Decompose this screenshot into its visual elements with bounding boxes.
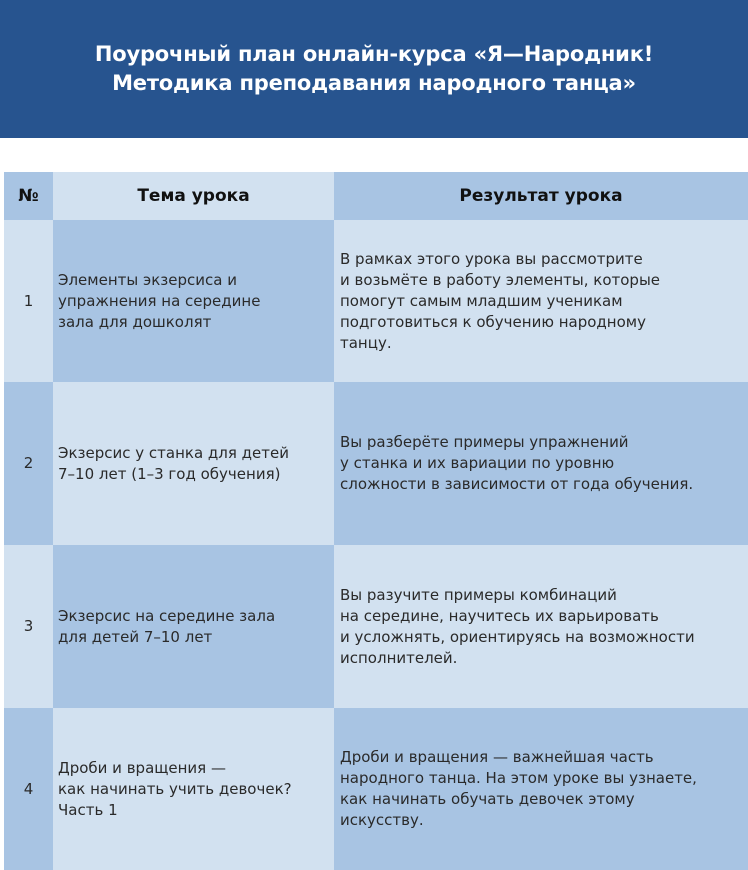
lesson-number: 4 [4,708,53,870]
lesson-result: Вы разберёте примеры упражнений у станка и их вариации по уровню сложности в зависимости от года обучения. [334,382,748,545]
table-row [4,708,748,870]
lesson-topic: Элементы экзерсиса и упражнения на середине зала для дошколят [53,220,334,382]
page-title: Поурочный план онлайн-курса «Я—Народник! Методика преподавания народного танца» [94,42,654,95]
table-row [4,220,748,382]
lesson-number: 3 [4,545,53,708]
lesson-result: Дроби и вращения — важнейшая часть народного танца. На этом уроке вы узнаете, как начинать обучать девочек этому искусству. [334,708,748,870]
table-row [4,382,748,545]
column-header-result: Результат урока [334,172,748,220]
lesson-result: Вы разучите примеры комбинаций на середине, научитесь их варьировать и усложнять, ориентируясь на возможности исполнителей. [334,545,748,708]
lesson-topic: Дроби и вращения — как начинать учить девочек? Часть 1 [53,708,334,870]
lesson-number: 2 [4,382,53,545]
lesson-topic: Экзерсис на середине зала для детей 7–10 лет [53,545,334,708]
lesson-topic: Экзерсис у станка для детей 7–10 лет (1–3 год обучения) [53,382,334,545]
column-header-topic: Тема урока [53,172,334,220]
lesson-number: 1 [4,220,53,382]
column-header-number: № [4,172,53,220]
table-header-row [4,172,748,220]
lesson-plan-table [4,172,748,870]
title-banner [0,0,748,138]
table-row [4,545,748,708]
lesson-result: В рамках этого урока вы рассмотрите и возьмёте в работу элементы, которые помогут самым младшим ученикам подготовиться к обучению народному танцу. [334,220,748,382]
